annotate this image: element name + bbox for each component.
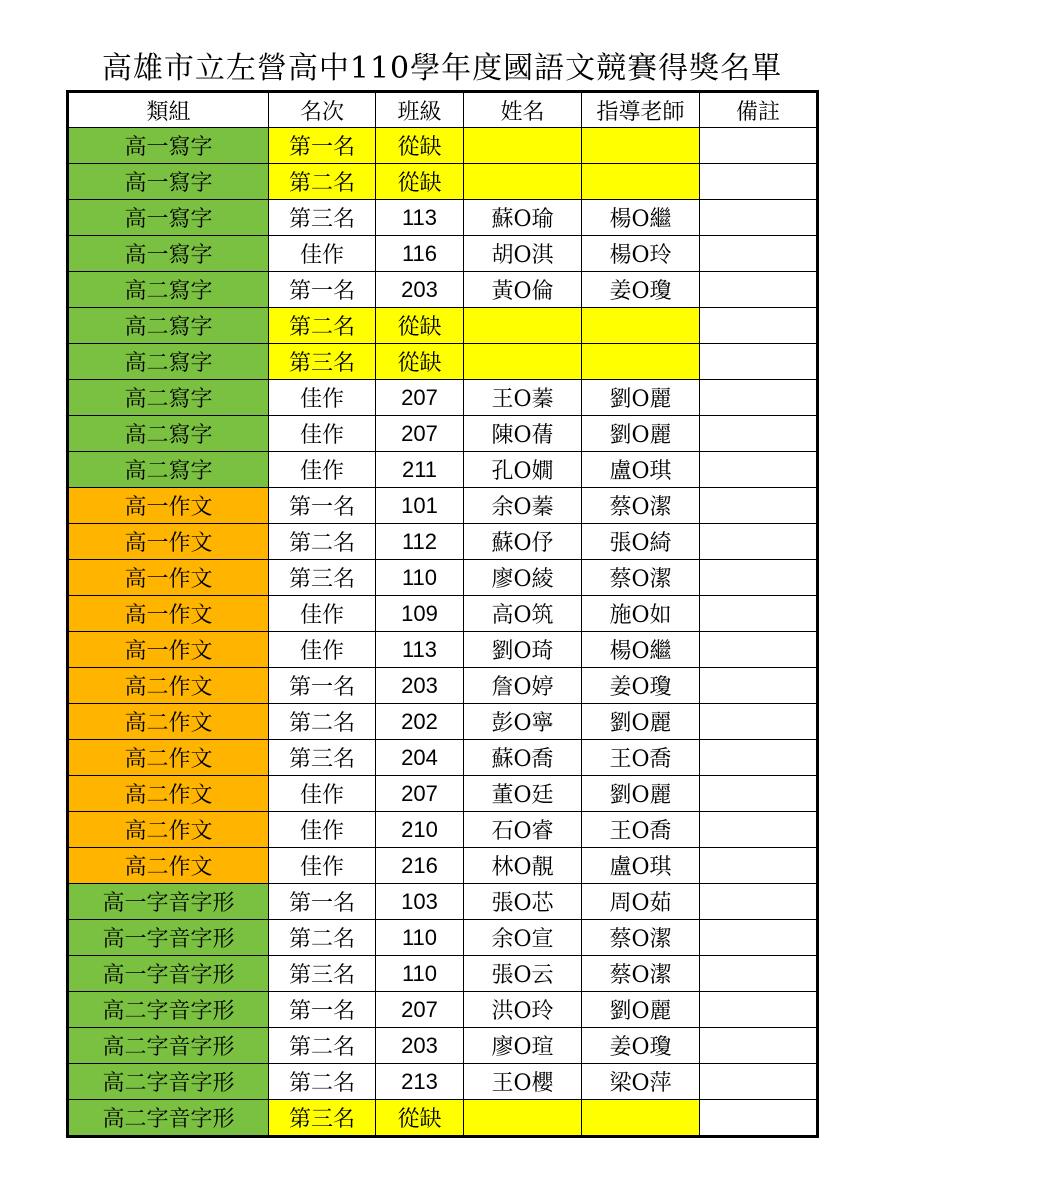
- cell-note: [700, 164, 818, 200]
- cell-class: 203: [376, 668, 464, 704]
- cell-rank: 第三名: [269, 956, 376, 992]
- header-name: 姓名: [464, 92, 582, 128]
- cell-category: 高二作文: [68, 848, 269, 884]
- cell-name: 余O蓁: [464, 488, 582, 524]
- cell-category: 高一寫字: [68, 236, 269, 272]
- cell-note: [700, 992, 818, 1028]
- table-row: [68, 488, 818, 524]
- table-row: [68, 236, 818, 272]
- cell-rank: 第二名: [269, 920, 376, 956]
- cell-teacher: [582, 344, 700, 380]
- cell-note: [700, 344, 818, 380]
- cell-name: 蘇O喬: [464, 740, 582, 776]
- cell-note: [700, 632, 818, 668]
- cell-note: [700, 272, 818, 308]
- cell-teacher: 姜O瓊: [582, 1028, 700, 1064]
- cell-teacher: [582, 164, 700, 200]
- table-row: [68, 380, 818, 416]
- cell-rank: 第一名: [269, 992, 376, 1028]
- cell-teacher: 劉O麗: [582, 416, 700, 452]
- cell-teacher: 王O喬: [582, 812, 700, 848]
- cell-category: 高一作文: [68, 632, 269, 668]
- cell-note: [700, 452, 818, 488]
- cell-rank: 第三名: [269, 200, 376, 236]
- table-row: [68, 884, 818, 920]
- cell-note: [700, 884, 818, 920]
- cell-class: 110: [376, 920, 464, 956]
- cell-class: 103: [376, 884, 464, 920]
- cell-rank: 第二名: [269, 164, 376, 200]
- cell-note: [700, 560, 818, 596]
- cell-teacher: 劉O麗: [582, 992, 700, 1028]
- cell-name: 洪O玲: [464, 992, 582, 1028]
- cell-teacher: 周O茹: [582, 884, 700, 920]
- table-row: [68, 200, 818, 236]
- header-teacher: 指導老師: [582, 92, 700, 128]
- cell-category: 高一字音字形: [68, 956, 269, 992]
- cell-class: 216: [376, 848, 464, 884]
- cell-category: 高一作文: [68, 524, 269, 560]
- cell-class: 202: [376, 704, 464, 740]
- cell-teacher: 蔡O潔: [582, 488, 700, 524]
- cell-name: [464, 1100, 582, 1137]
- award-table: [66, 90, 819, 1138]
- cell-class: 203: [376, 272, 464, 308]
- header-class: 班級: [376, 92, 464, 128]
- cell-rank: 第三名: [269, 560, 376, 596]
- cell-category: 高一作文: [68, 560, 269, 596]
- cell-name: 彭O寧: [464, 704, 582, 740]
- cell-class: 207: [376, 992, 464, 1028]
- cell-rank: 第一名: [269, 128, 376, 164]
- cell-rank: 佳作: [269, 848, 376, 884]
- cell-rank: 第三名: [269, 344, 376, 380]
- cell-teacher: 張O綺: [582, 524, 700, 560]
- cell-name: 王O蓁: [464, 380, 582, 416]
- cell-name: 陳O蒨: [464, 416, 582, 452]
- cell-name: 高O筑: [464, 596, 582, 632]
- cell-class: 從缺: [376, 344, 464, 380]
- cell-category: 高二寫字: [68, 272, 269, 308]
- cell-category: 高二字音字形: [68, 1064, 269, 1100]
- cell-note: [700, 956, 818, 992]
- table-row: [68, 1100, 818, 1137]
- table-row: [68, 128, 818, 164]
- cell-class: 203: [376, 1028, 464, 1064]
- cell-class: 116: [376, 236, 464, 272]
- cell-name: 王O櫻: [464, 1064, 582, 1100]
- cell-class: 從缺: [376, 1100, 464, 1137]
- cell-teacher: 王O喬: [582, 740, 700, 776]
- cell-class: 從缺: [376, 128, 464, 164]
- cell-note: [700, 380, 818, 416]
- cell-name: 林O靚: [464, 848, 582, 884]
- cell-rank: 佳作: [269, 776, 376, 812]
- cell-name: 石O睿: [464, 812, 582, 848]
- cell-teacher: 姜O瓊: [582, 668, 700, 704]
- cell-teacher: [582, 1100, 700, 1137]
- cell-teacher: 劉O麗: [582, 776, 700, 812]
- cell-teacher: 施O如: [582, 596, 700, 632]
- cell-name: 張O云: [464, 956, 582, 992]
- cell-class: 101: [376, 488, 464, 524]
- cell-note: [700, 596, 818, 632]
- table-row: [68, 632, 818, 668]
- table-row: [68, 1028, 818, 1064]
- table-row: [68, 164, 818, 200]
- table-row: [68, 272, 818, 308]
- cell-note: [700, 776, 818, 812]
- header-rank: 名次: [269, 92, 376, 128]
- cell-teacher: 蔡O潔: [582, 956, 700, 992]
- table-row: [68, 596, 818, 632]
- cell-note: [700, 236, 818, 272]
- cell-teacher: 姜O瓊: [582, 272, 700, 308]
- cell-class: 110: [376, 560, 464, 596]
- cell-category: 高一寫字: [68, 164, 269, 200]
- cell-rank: 第二名: [269, 308, 376, 344]
- cell-name: [464, 164, 582, 200]
- cell-teacher: 楊O玲: [582, 236, 700, 272]
- cell-note: [700, 128, 818, 164]
- cell-teacher: 盧O琪: [582, 848, 700, 884]
- cell-name: 孔O嫺: [464, 452, 582, 488]
- cell-teacher: 劉O麗: [582, 380, 700, 416]
- cell-class: 207: [376, 380, 464, 416]
- cell-category: 高二寫字: [68, 452, 269, 488]
- cell-name: [464, 308, 582, 344]
- cell-name: 余O宣: [464, 920, 582, 956]
- cell-category: 高二字音字形: [68, 1028, 269, 1064]
- cell-category: 高二寫字: [68, 308, 269, 344]
- cell-class: 113: [376, 632, 464, 668]
- cell-note: [700, 1064, 818, 1100]
- cell-teacher: 蔡O潔: [582, 920, 700, 956]
- cell-rank: 佳作: [269, 452, 376, 488]
- page-title: 高雄市立左營高中110學年度國語文競賽得獎名單: [101, 51, 783, 86]
- cell-name: 劉O琦: [464, 632, 582, 668]
- cell-category: 高二作文: [68, 812, 269, 848]
- table-row: [68, 1064, 818, 1100]
- cell-class: 210: [376, 812, 464, 848]
- table-row: [68, 920, 818, 956]
- cell-category: 高二寫字: [68, 380, 269, 416]
- table-row: [68, 812, 818, 848]
- cell-class: 109: [376, 596, 464, 632]
- cell-name: 廖O瑄: [464, 1028, 582, 1064]
- cell-note: [700, 668, 818, 704]
- cell-class: 112: [376, 524, 464, 560]
- header-note: 備註: [700, 92, 818, 128]
- cell-class: 204: [376, 740, 464, 776]
- cell-rank: 佳作: [269, 812, 376, 848]
- cell-note: [700, 488, 818, 524]
- cell-class: 213: [376, 1064, 464, 1100]
- table-row: [68, 308, 818, 344]
- cell-rank: 第二名: [269, 1064, 376, 1100]
- cell-class: 從缺: [376, 164, 464, 200]
- cell-category: 高二寫字: [68, 344, 269, 380]
- cell-name: 蘇O瑜: [464, 200, 582, 236]
- cell-class: 207: [376, 776, 464, 812]
- cell-note: [700, 1100, 818, 1137]
- cell-teacher: 楊O繼: [582, 632, 700, 668]
- cell-teacher: 劉O麗: [582, 704, 700, 740]
- cell-note: [700, 920, 818, 956]
- cell-rank: 第一名: [269, 488, 376, 524]
- cell-rank: 佳作: [269, 596, 376, 632]
- cell-name: 董O廷: [464, 776, 582, 812]
- cell-name: 蘇O伃: [464, 524, 582, 560]
- cell-rank: 佳作: [269, 236, 376, 272]
- cell-class: 113: [376, 200, 464, 236]
- cell-rank: 第一名: [269, 272, 376, 308]
- cell-class: 從缺: [376, 308, 464, 344]
- cell-category: 高二作文: [68, 740, 269, 776]
- table-row: [68, 992, 818, 1028]
- table-row: [68, 452, 818, 488]
- cell-name: [464, 344, 582, 380]
- cell-category: 高一字音字形: [68, 884, 269, 920]
- cell-note: [700, 740, 818, 776]
- cell-teacher: [582, 308, 700, 344]
- cell-rank: 第二名: [269, 1028, 376, 1064]
- cell-note: [700, 812, 818, 848]
- cell-rank: 第二名: [269, 524, 376, 560]
- header-category: 類組: [68, 92, 269, 128]
- table-row: [68, 668, 818, 704]
- cell-teacher: 梁O萍: [582, 1064, 700, 1100]
- table-row: [68, 776, 818, 812]
- cell-category: 高一字音字形: [68, 920, 269, 956]
- cell-name: 詹O婷: [464, 668, 582, 704]
- table-row: [68, 560, 818, 596]
- cell-rank: 第三名: [269, 740, 376, 776]
- cell-rank: 第一名: [269, 884, 376, 920]
- table-row: [68, 524, 818, 560]
- cell-rank: 第三名: [269, 1100, 376, 1137]
- cell-class: 110: [376, 956, 464, 992]
- cell-note: [700, 416, 818, 452]
- cell-rank: 第二名: [269, 704, 376, 740]
- cell-note: [700, 200, 818, 236]
- cell-rank: 第一名: [269, 668, 376, 704]
- cell-rank: 佳作: [269, 632, 376, 668]
- cell-category: 高二字音字形: [68, 1100, 269, 1137]
- cell-category: 高二寫字: [68, 416, 269, 452]
- cell-note: [700, 848, 818, 884]
- cell-name: 黃O倫: [464, 272, 582, 308]
- cell-category: 高一作文: [68, 488, 269, 524]
- cell-rank: 佳作: [269, 416, 376, 452]
- cell-class: 211: [376, 452, 464, 488]
- cell-class: 207: [376, 416, 464, 452]
- table-row: [68, 704, 818, 740]
- cell-note: [700, 524, 818, 560]
- cell-category: 高二作文: [68, 704, 269, 740]
- cell-category: 高二作文: [68, 668, 269, 704]
- header-row: [68, 92, 818, 128]
- cell-teacher: 盧O琪: [582, 452, 700, 488]
- cell-teacher: 楊O繼: [582, 200, 700, 236]
- cell-note: [700, 1028, 818, 1064]
- cell-name: 張O芯: [464, 884, 582, 920]
- cell-name: [464, 128, 582, 164]
- table-row: [68, 344, 818, 380]
- cell-name: 廖O綾: [464, 560, 582, 596]
- cell-category: 高二字音字形: [68, 992, 269, 1028]
- table-row: [68, 956, 818, 992]
- cell-name: 胡O淇: [464, 236, 582, 272]
- cell-note: [700, 704, 818, 740]
- cell-teacher: [582, 128, 700, 164]
- table-row: [68, 416, 818, 452]
- cell-note: [700, 308, 818, 344]
- table-row: [68, 740, 818, 776]
- award-table-body: [68, 128, 818, 1137]
- cell-rank: 佳作: [269, 380, 376, 416]
- cell-teacher: 蔡O潔: [582, 560, 700, 596]
- cell-category: 高一寫字: [68, 128, 269, 164]
- cell-category: 高一寫字: [68, 200, 269, 236]
- table-row: [68, 848, 818, 884]
- cell-category: 高一作文: [68, 596, 269, 632]
- cell-category: 高二作文: [68, 776, 269, 812]
